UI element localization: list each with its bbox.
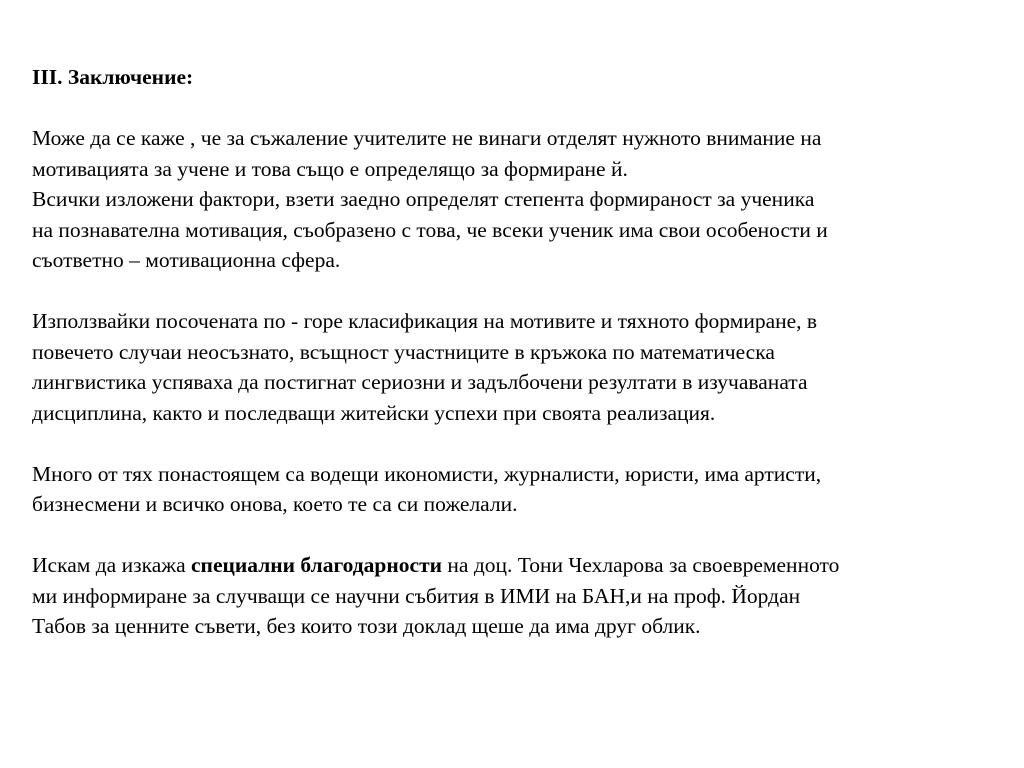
- text-line: съответно – мотивационна сфера.: [32, 248, 341, 272]
- text-line: бизнесмени и всичко онова, което те са си пожелали.: [32, 492, 518, 516]
- paragraph-teachers-attention: [32, 123, 1012, 184]
- text-line: Всички изложени фактори, взети заедно определят степента формираност за ученика: [32, 187, 815, 211]
- acknowledgement-continuation: на доц. Тони Чехларова за своевременното: [442, 553, 840, 577]
- text-line: дисциплина, както и последващи житейски успехи при своята реализация.: [32, 400, 716, 425]
- acknowledgement-emphasis: специални благодарности: [191, 553, 443, 577]
- text-line: лингвистика успяваха да постигнат сериозни и задълбочени резултати в изучаваната: [32, 370, 808, 394]
- text-line: Табов за ценните съвети, без които този доклад щеше да има друг облик.: [32, 614, 701, 638]
- text-line: Може да се каже , че за съжаление учителите не винаги отделят нужното внимание на: [32, 126, 822, 150]
- acknowledgement-intro: Искам да изкажа: [32, 553, 192, 577]
- text-line: Много от тях понастоящем са водещи икономисти, журналисти, юристи, има артисти,: [32, 461, 822, 486]
- text-line: Използвайки посочената по - горе класификация на мотивите и тяхното формиране, в: [32, 309, 818, 333]
- paragraph-motivation-factors: [32, 184, 1012, 276]
- slide-content: [32, 62, 1012, 672]
- paragraph-classification-results: [32, 306, 1012, 428]
- paragraph-acknowledgements: [32, 550, 1012, 642]
- paragraph-alumni-success: [32, 459, 1012, 520]
- text-line: на познавателна мотивация, съобразено с това, че всеки ученик има свои особености и: [32, 217, 828, 242]
- text-line: [32, 550, 1012, 581]
- section-heading: III. Заключение:: [32, 65, 194, 89]
- text-line: повечето случаи неосъзнато, всъщност участниците в кръжока по математическа: [32, 339, 775, 364]
- text-line: мотивацията за учене и това също е определящо за формиране й.: [32, 156, 628, 181]
- text-line: ми информиране за случващи се научни събития в ИМИ на БАН,и на проф. Йордан: [32, 583, 801, 608]
